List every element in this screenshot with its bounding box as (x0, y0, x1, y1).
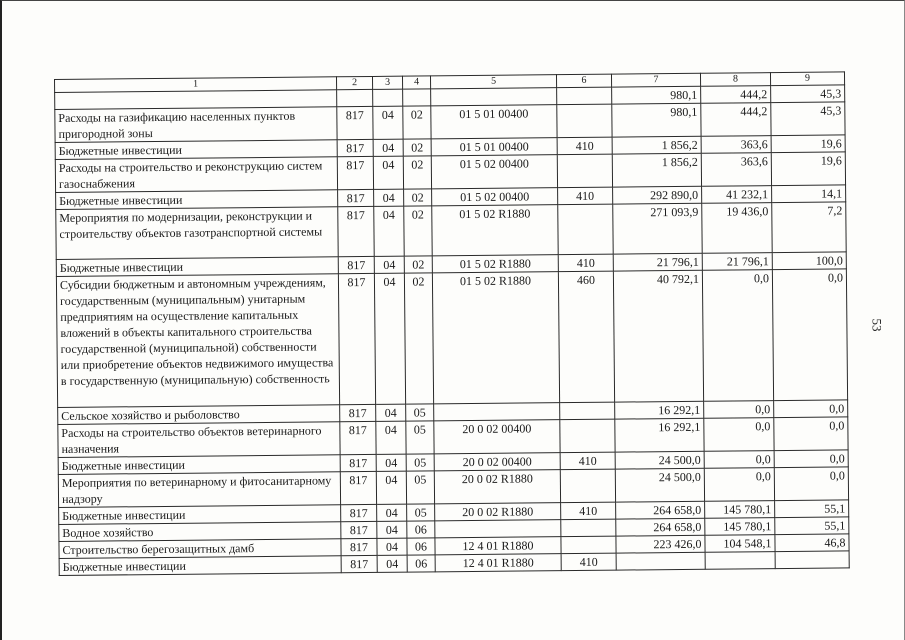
cell-value-plan: 1 856,2 (612, 136, 701, 154)
cell-code-subsection: 05 (407, 504, 435, 521)
cell-code-subsection: 02 (404, 273, 433, 404)
cell-code-target: 20 0 02 R1880 (434, 470, 560, 504)
cell-code-expense-type (561, 519, 616, 537)
cell-code-expense-type: 410 (561, 502, 616, 520)
cell-code-section: 04 (374, 206, 404, 256)
cell-code-target: 20 0 02 R1880 (435, 503, 561, 521)
cell-value-percent (775, 551, 849, 569)
cell-code-ministry: 817 (341, 538, 377, 555)
cell-code-subsection: 02 (404, 189, 432, 206)
cell-value-plan: 264 658,0 (616, 501, 705, 519)
cell-code-ministry: 817 (340, 421, 376, 454)
cell-code-subsection: 06 (407, 555, 435, 572)
column-number-7: 7 (611, 73, 700, 87)
cell-code-ministry: 817 (338, 206, 374, 256)
cell-code-ministry: 817 (337, 106, 373, 139)
cell-code-subsection: 05 (406, 421, 434, 454)
cell-value-plan: 21 796,1 (613, 253, 702, 271)
cell-value-actual: 21 796,1 (702, 253, 772, 271)
row-name: Бюджетные инвестиции (56, 190, 338, 210)
cell-value-actual: 104 548,1 (705, 535, 775, 553)
cell-code-section: 04 (376, 454, 406, 471)
cell-code-subsection: 05 (406, 471, 434, 504)
cell-code-target: 12 4 01 R1880 (435, 554, 561, 572)
cell-value-actual: 0,0 (702, 270, 773, 402)
cell-code-subsection (403, 89, 431, 106)
cell-code-subsection: 02 (403, 156, 431, 189)
cell-code-subsection: 05 (406, 454, 434, 471)
cell-code-subsection: 05 (406, 404, 434, 421)
cell-code-expense-type (560, 469, 615, 503)
cell-value-plan: 16 292,1 (615, 401, 704, 419)
cell-value-percent: 0,0 (774, 400, 848, 418)
cell-code-ministry: 817 (341, 555, 377, 572)
cell-code-target: 01 5 01 00400 (431, 105, 557, 139)
cell-code-section: 04 (374, 189, 404, 206)
cell-code-target (435, 520, 561, 538)
row-name: Строительство берегозащитных дамб (59, 539, 341, 559)
cell-code-target: 01 5 02 00400 (431, 155, 557, 189)
row-name: Расходы на строительство объектов ветеринарного назначения (58, 422, 340, 458)
cell-value-percent: 19,6 (771, 152, 845, 186)
cell-value-actual: 444,2 (701, 86, 771, 104)
row-name: Мероприятия по ветеринарному и фитосанитарному надзору (58, 472, 340, 508)
cell-code-section: 04 (377, 555, 407, 572)
cell-code-subsection: 02 (404, 256, 432, 273)
cell-value-actual: 19 436,0 (702, 203, 772, 254)
cell-value-plan: 24 500,0 (615, 451, 704, 469)
cell-value-percent: 14,1 (772, 185, 846, 203)
cell-code-target: 01 5 02 R1880 (432, 272, 559, 404)
cell-value-percent: 7,2 (772, 202, 846, 253)
cell-code-subsection: 06 (407, 521, 435, 538)
column-number-6: 6 (556, 74, 611, 88)
row-name: Мероприятия по модернизации, реконструкции и строительству объектов газотранспортной системы (56, 207, 338, 260)
cell-value-percent: 0,0 (772, 269, 847, 401)
cell-value-percent: 0,0 (774, 450, 848, 468)
cell-value-plan: 980,1 (612, 103, 701, 137)
cell-value-plan: 292 890,0 (613, 186, 702, 204)
cell-code-target: 01 5 02 R1880 (432, 205, 558, 256)
cell-code-expense-type (557, 154, 612, 188)
cell-code-ministry: 817 (338, 189, 374, 206)
cell-value-percent: 100,0 (772, 252, 846, 270)
page-number: 53 (869, 318, 885, 332)
cell-code-section: 04 (374, 256, 404, 273)
cell-code-section: 04 (373, 139, 403, 156)
cell-value-percent: 46,8 (775, 534, 849, 552)
cell-code-expense-type: 410 (560, 452, 615, 470)
cell-code-subsection: 02 (403, 106, 431, 139)
cell-value-percent: 45,3 (771, 85, 845, 103)
cell-code-ministry: 817 (337, 139, 373, 156)
cell-code-expense-type (557, 104, 612, 138)
cell-value-actual: 444,2 (701, 103, 771, 137)
column-number-9: 9 (770, 72, 844, 86)
cell-code-section: 04 (374, 273, 405, 404)
cell-code-ministry: 817 (340, 454, 376, 471)
cell-value-actual: 0,0 (704, 401, 774, 419)
row-name: Водное хозяйство (59, 522, 341, 542)
row-name: Бюджетные инвестиции (58, 455, 340, 475)
cell-code-expense-type: 410 (561, 553, 616, 571)
table-row (56, 202, 846, 260)
cell-code-expense-type: 410 (557, 137, 612, 155)
cell-code-ministry: 817 (338, 273, 375, 404)
cell-value-actual: 0,0 (704, 468, 774, 502)
table-body (55, 72, 850, 576)
cell-value-percent: 55,1 (775, 517, 849, 535)
cell-value-percent: 0,0 (774, 467, 848, 501)
row-name: Расходы на газификацию населенных пунктов пригородной зоны (55, 107, 337, 143)
cell-code-expense-type: 410 (558, 187, 613, 205)
cell-value-plan: 1 856,2 (612, 153, 701, 187)
cell-code-target (434, 403, 560, 421)
cell-value-plan: 223 426,0 (616, 535, 705, 553)
cell-value-plan: 24 500,0 (615, 468, 704, 502)
table-row (56, 269, 847, 408)
row-name: Бюджетные инвестиции (59, 556, 341, 576)
cell-code-expense-type (558, 204, 613, 255)
column-number-1: 1 (55, 77, 337, 93)
cell-value-plan: 980,1 (612, 86, 701, 104)
cell-code-target: 01 5 02 R1880 (432, 255, 558, 273)
cell-value-percent: 45,3 (771, 102, 845, 136)
row-name: Бюджетные инвестиции (56, 257, 338, 277)
cell-code-ministry: 817 (338, 256, 374, 273)
column-number-2: 2 (336, 76, 372, 89)
cell-value-percent: 19,6 (771, 135, 845, 153)
cell-value-actual: 0,0 (704, 418, 774, 452)
cell-code-ministry: 817 (340, 471, 376, 504)
cell-value-plan: 271 093,9 (613, 203, 702, 254)
cell-value-actual: 145 780,1 (705, 501, 775, 519)
column-number-8: 8 (700, 73, 770, 87)
column-number-4: 4 (402, 76, 430, 89)
row-name: Сельское хозяйство и рыболовство (58, 405, 340, 425)
row-name: Бюджетные инвестиции (55, 140, 337, 160)
cell-code-ministry: 817 (341, 521, 377, 538)
cell-code-ministry: 817 (337, 156, 373, 189)
cell-code-expense-type (560, 402, 615, 420)
cell-code-section: 04 (373, 156, 403, 189)
row-name: Бюджетные инвестиции (59, 505, 341, 525)
cell-code-subsection: 06 (407, 538, 435, 555)
cell-code-expense-type (557, 87, 612, 105)
cell-code-expense-type: 460 (558, 271, 614, 403)
cell-code-target: 20 0 02 00400 (434, 420, 560, 454)
cell-code-section: 04 (376, 471, 406, 504)
cell-code-section: 04 (373, 106, 403, 139)
cell-code-ministry: 817 (340, 404, 376, 421)
cell-code-target: 01 5 02 00400 (432, 188, 558, 206)
row-name: Субсидии бюджетным и автономным учреждениям, государственным (муниципальным) унитарным предприятиям на осуществление капитальных вложений в объекты капитального строительства государственной (муниципальной) собственности или приобретение объектов недвижимого имущества в государственную (муниципальную) собственность (56, 274, 339, 408)
row-name: Расходы на строительство и реконструкцию систем газоснабжения (55, 157, 337, 193)
cell-value-actual: 363,6 (701, 136, 771, 154)
cell-value-actual: 145 780,1 (705, 518, 775, 536)
cell-code-section (373, 89, 403, 106)
cell-code-section: 04 (377, 504, 407, 521)
column-number-3: 3 (372, 76, 402, 89)
cell-code-target: 20 0 02 00400 (434, 453, 560, 471)
column-number-5: 5 (430, 75, 556, 89)
cell-code-target: 01 5 01 00400 (431, 138, 557, 156)
budget-table (54, 71, 850, 576)
cell-value-plan: 264 658,0 (616, 518, 705, 536)
cell-code-section: 04 (377, 538, 407, 555)
cell-code-expense-type (560, 419, 615, 453)
cell-code-target (431, 88, 557, 106)
cell-value-percent: 55,1 (775, 500, 849, 518)
cell-code-ministry: 817 (341, 504, 377, 521)
cell-code-subsection: 02 (403, 139, 431, 156)
cell-value-plan: 16 292,1 (615, 418, 704, 452)
cell-value-actual: 363,6 (701, 153, 771, 187)
cell-code-section: 04 (376, 404, 406, 421)
cell-value-percent: 0,0 (774, 417, 848, 451)
cell-code-section: 04 (376, 421, 406, 454)
cell-code-expense-type: 410 (558, 254, 613, 272)
cell-value-actual: 41 232,1 (702, 186, 772, 204)
cell-code-expense-type (561, 536, 616, 554)
cell-value-actual: 0,0 (704, 451, 774, 469)
cell-value-actual (705, 552, 775, 570)
cell-value-plan: 40 792,1 (613, 270, 703, 402)
cell-code-target: 12 4 01 R1880 (435, 537, 561, 555)
cell-code-ministry (337, 89, 373, 106)
cell-code-subsection: 02 (404, 206, 432, 256)
cell-code-section: 04 (377, 521, 407, 538)
cell-value-plan (616, 552, 705, 570)
